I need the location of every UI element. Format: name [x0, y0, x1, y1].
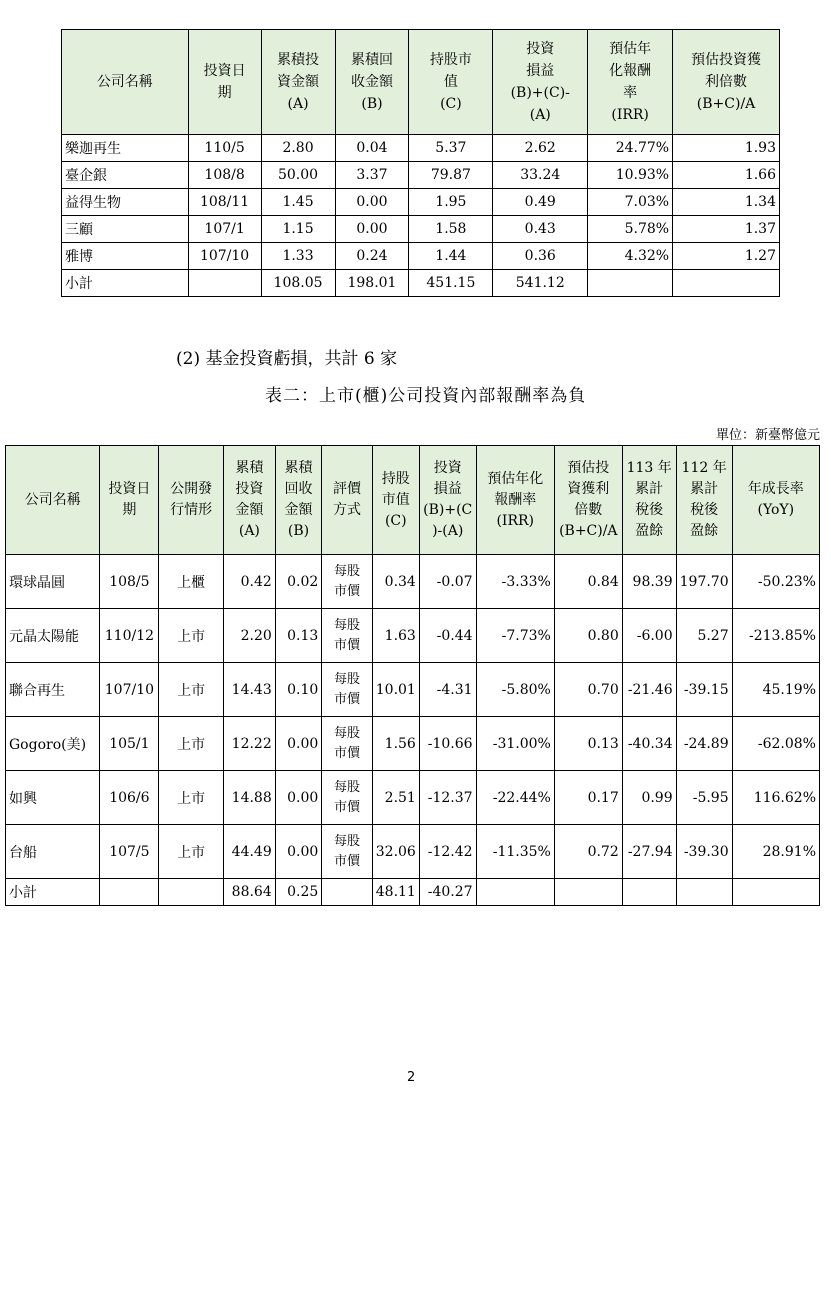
table-cell: 0.70 [554, 663, 622, 717]
table-row [62, 189, 780, 216]
table-cell: 每股 市價 [322, 663, 372, 717]
table-cell: 10.93% [588, 162, 673, 189]
table-cell: 5.27 [676, 609, 732, 663]
table-cell: 臺企銀 [62, 162, 189, 189]
table-cell: 12.22 [224, 717, 276, 771]
table-cell: 1.15 [261, 216, 335, 243]
table-cell [732, 879, 819, 906]
table-cell [554, 879, 622, 906]
table-cell: 108/11 [188, 189, 261, 216]
table-cell: 1.66 [673, 162, 780, 189]
column-header: 評價 方式 [322, 446, 372, 555]
table-cell: 0.36 [493, 243, 588, 270]
table-cell: -5.95 [676, 771, 732, 825]
table-cell: -40.27 [419, 879, 476, 906]
table-cell: 107/5 [100, 825, 159, 879]
table-cell: 0.17 [554, 771, 622, 825]
column-header: 預估投資獲 利倍數 (B+C)/A [673, 30, 780, 135]
table-row [6, 609, 820, 663]
table-cell: 雅博 [62, 243, 189, 270]
table-row [6, 663, 820, 717]
table-cell [622, 879, 676, 906]
table-row [62, 135, 780, 162]
column-header: 投資日 期 [188, 30, 261, 135]
table-cell: 每股 市價 [322, 717, 372, 771]
table-cell: 5.37 [409, 135, 493, 162]
column-header: 持股市 值 (C) [409, 30, 493, 135]
table-cell [676, 879, 732, 906]
table-cell: -22.44% [476, 771, 554, 825]
column-header: 113 年 累計 稅後 盈餘 [622, 446, 676, 555]
table-cell: 0.10 [275, 663, 322, 717]
table-cell: -11.35% [476, 825, 554, 879]
table-cell: 1.95 [409, 189, 493, 216]
table-cell: 0.25 [275, 879, 322, 906]
unit-label: 單位：新臺幣億元 [715, 428, 820, 443]
table-cell: 2.20 [224, 609, 276, 663]
table-cell: 1.93 [673, 135, 780, 162]
table-cell: 如興 [6, 771, 100, 825]
column-header: 累積回 收金額 (B) [335, 30, 409, 135]
table-cell: -4.31 [419, 663, 476, 717]
table-cell: 79.87 [409, 162, 493, 189]
table-cell: 1.33 [261, 243, 335, 270]
table-cell: 2.62 [493, 135, 588, 162]
table-cell: 1.27 [673, 243, 780, 270]
subtotal-row [6, 879, 820, 906]
table-cell [188, 270, 261, 297]
table-cell: 益得生物 [62, 189, 189, 216]
table-cell: 24.77% [588, 135, 673, 162]
column-header: 預估年 化報酬 率 (IRR) [588, 30, 673, 135]
table-cell: 0.00 [335, 189, 409, 216]
table-cell: 105/1 [100, 717, 159, 771]
column-header: 預估年化 報酬率 (IRR) [476, 446, 554, 555]
table-cell: 107/10 [100, 663, 159, 717]
table-cell: -62.08% [732, 717, 819, 771]
column-header: 投資日 期 [100, 446, 159, 555]
table-cell: 三顧 [62, 216, 189, 243]
table-cell [476, 879, 554, 906]
table-cell: -39.30 [676, 825, 732, 879]
table-row [62, 216, 780, 243]
table-cell: 14.88 [224, 771, 276, 825]
table-positive-irr [61, 29, 780, 297]
table-cell: -24.89 [676, 717, 732, 771]
table-cell: 98.39 [622, 555, 676, 609]
table-cell: 1.56 [372, 717, 419, 771]
table-cell: Gogoro(美) [6, 717, 100, 771]
table-cell: 0.84 [554, 555, 622, 609]
table-row [62, 162, 780, 189]
table-cell [588, 270, 673, 297]
table-cell: 108/8 [188, 162, 261, 189]
table-cell: 107/1 [188, 216, 261, 243]
table-cell: 14.43 [224, 663, 276, 717]
table-cell: -21.46 [622, 663, 676, 717]
table-cell: 7.03% [588, 189, 673, 216]
table-cell: 樂迦再生 [62, 135, 189, 162]
table-cell: -40.34 [622, 717, 676, 771]
table-cell: -27.94 [622, 825, 676, 879]
table-cell: 3.37 [335, 162, 409, 189]
table-cell: 1.44 [409, 243, 493, 270]
table-cell: 每股 市價 [322, 609, 372, 663]
table-cell: 0.72 [554, 825, 622, 879]
table-cell: -31.00% [476, 717, 554, 771]
table-cell: 0.13 [554, 717, 622, 771]
table-cell: 上市 [159, 825, 224, 879]
table-cell: -39.15 [676, 663, 732, 717]
column-header: 投資 損益 (B)+(C)- (A) [493, 30, 588, 135]
table-cell [673, 270, 780, 297]
table-cell: 0.24 [335, 243, 409, 270]
table-cell: -7.73% [476, 609, 554, 663]
table-cell: -3.33% [476, 555, 554, 609]
table-row [62, 270, 780, 297]
table-cell: -10.66 [419, 717, 476, 771]
table-cell: 0.00 [275, 825, 322, 879]
table-cell: 28.91% [732, 825, 819, 879]
column-header: 公司名稱 [6, 446, 100, 555]
column-header: 年成長率 (YoY) [732, 446, 819, 555]
table-cell: 197.70 [676, 555, 732, 609]
table-cell: 1.34 [673, 189, 780, 216]
table-cell: 0.00 [275, 771, 322, 825]
table-cell: 元晶太陽能 [6, 609, 100, 663]
table-cell: 0.13 [275, 609, 322, 663]
table-cell: 1.63 [372, 609, 419, 663]
table-cell: 33.24 [493, 162, 588, 189]
table-cell: 198.01 [335, 270, 409, 297]
table-cell: 541.12 [493, 270, 588, 297]
table-cell: 88.64 [224, 879, 276, 906]
column-header: 投資 損益 (B)+(C )-(A) [419, 446, 476, 555]
table-cell: 116.62% [732, 771, 819, 825]
table-cell: 110/12 [100, 609, 159, 663]
table-cell: 上市 [159, 663, 224, 717]
page-number: 2 [407, 1070, 416, 1085]
table-row [62, 243, 780, 270]
section-heading: (2) 基金投資虧損，共計 6 家 [176, 349, 398, 369]
table-cell: 上市 [159, 717, 224, 771]
table-cell: 45.19% [732, 663, 819, 717]
table-header-row [62, 30, 780, 135]
table-cell: -12.37 [419, 771, 476, 825]
table-cell: 0.42 [224, 555, 276, 609]
column-header: 累積 投資 金額 (A) [224, 446, 276, 555]
table-cell: 50.00 [261, 162, 335, 189]
table-cell: 0.04 [335, 135, 409, 162]
table-row [6, 717, 820, 771]
table-cell: 107/10 [188, 243, 261, 270]
table-cell: 聯合再生 [6, 663, 100, 717]
table-cell: 451.15 [409, 270, 493, 297]
column-header: 持股 市值 (C) [372, 446, 419, 555]
table-row [6, 825, 820, 879]
table-cell: 0.49 [493, 189, 588, 216]
table-cell: 44.49 [224, 825, 276, 879]
table-cell: 每股 市價 [322, 555, 372, 609]
column-header: 112 年 累計 稅後 盈餘 [676, 446, 732, 555]
table-cell: 小計 [6, 879, 100, 906]
table-cell: 108/5 [100, 555, 159, 609]
table-cell: 上櫃 [159, 555, 224, 609]
table-cell: 0.80 [554, 609, 622, 663]
table-cell: 48.11 [372, 879, 419, 906]
table-cell: 上市 [159, 771, 224, 825]
table-cell: 0.00 [335, 216, 409, 243]
table-cell: -5.80% [476, 663, 554, 717]
table-cell: 5.78% [588, 216, 673, 243]
column-header: 累積投 資金額 (A) [261, 30, 335, 135]
table-cell: 2.51 [372, 771, 419, 825]
table-cell: 106/6 [100, 771, 159, 825]
table-cell: -213.85% [732, 609, 819, 663]
table-caption: 表二：上市(櫃)公司投資內部報酬率為負 [265, 386, 587, 406]
table-cell: 0.00 [275, 717, 322, 771]
table-cell: 0.02 [275, 555, 322, 609]
table-cell: 108.05 [261, 270, 335, 297]
table-cell: 上市 [159, 609, 224, 663]
table-cell: 110/5 [188, 135, 261, 162]
table-cell: -12.42 [419, 825, 476, 879]
column-header: 預估投 資獲利 倍數 (B+C)/A [554, 446, 622, 555]
table-cell: 1.58 [409, 216, 493, 243]
table-cell: 每股 市價 [322, 771, 372, 825]
table-header-row [6, 446, 820, 555]
table-row [6, 771, 820, 825]
table-cell: 小計 [62, 270, 189, 297]
table-cell: -0.07 [419, 555, 476, 609]
column-header: 累積 回收 金額 (B) [275, 446, 322, 555]
column-header: 公司名稱 [62, 30, 189, 135]
table-cell: 0.34 [372, 555, 419, 609]
table-cell: 台船 [6, 825, 100, 879]
table-cell: 1.45 [261, 189, 335, 216]
table-cell: 每股 市價 [322, 825, 372, 879]
table-cell: 4.32% [588, 243, 673, 270]
table-cell: 2.80 [261, 135, 335, 162]
table-cell: -0.44 [419, 609, 476, 663]
table-cell [100, 879, 159, 906]
table-cell [159, 879, 224, 906]
table-row [6, 555, 820, 609]
table-cell: -50.23% [732, 555, 819, 609]
column-header: 公開發 行情形 [159, 446, 224, 555]
table-cell: 32.06 [372, 825, 419, 879]
table-cell: 環球晶圓 [6, 555, 100, 609]
table-negative-irr [5, 445, 820, 906]
table-cell: -6.00 [622, 609, 676, 663]
table-cell: 0.99 [622, 771, 676, 825]
table-cell: 0.43 [493, 216, 588, 243]
table-cell [322, 879, 372, 906]
table-cell: 1.37 [673, 216, 780, 243]
table-cell: 10.01 [372, 663, 419, 717]
